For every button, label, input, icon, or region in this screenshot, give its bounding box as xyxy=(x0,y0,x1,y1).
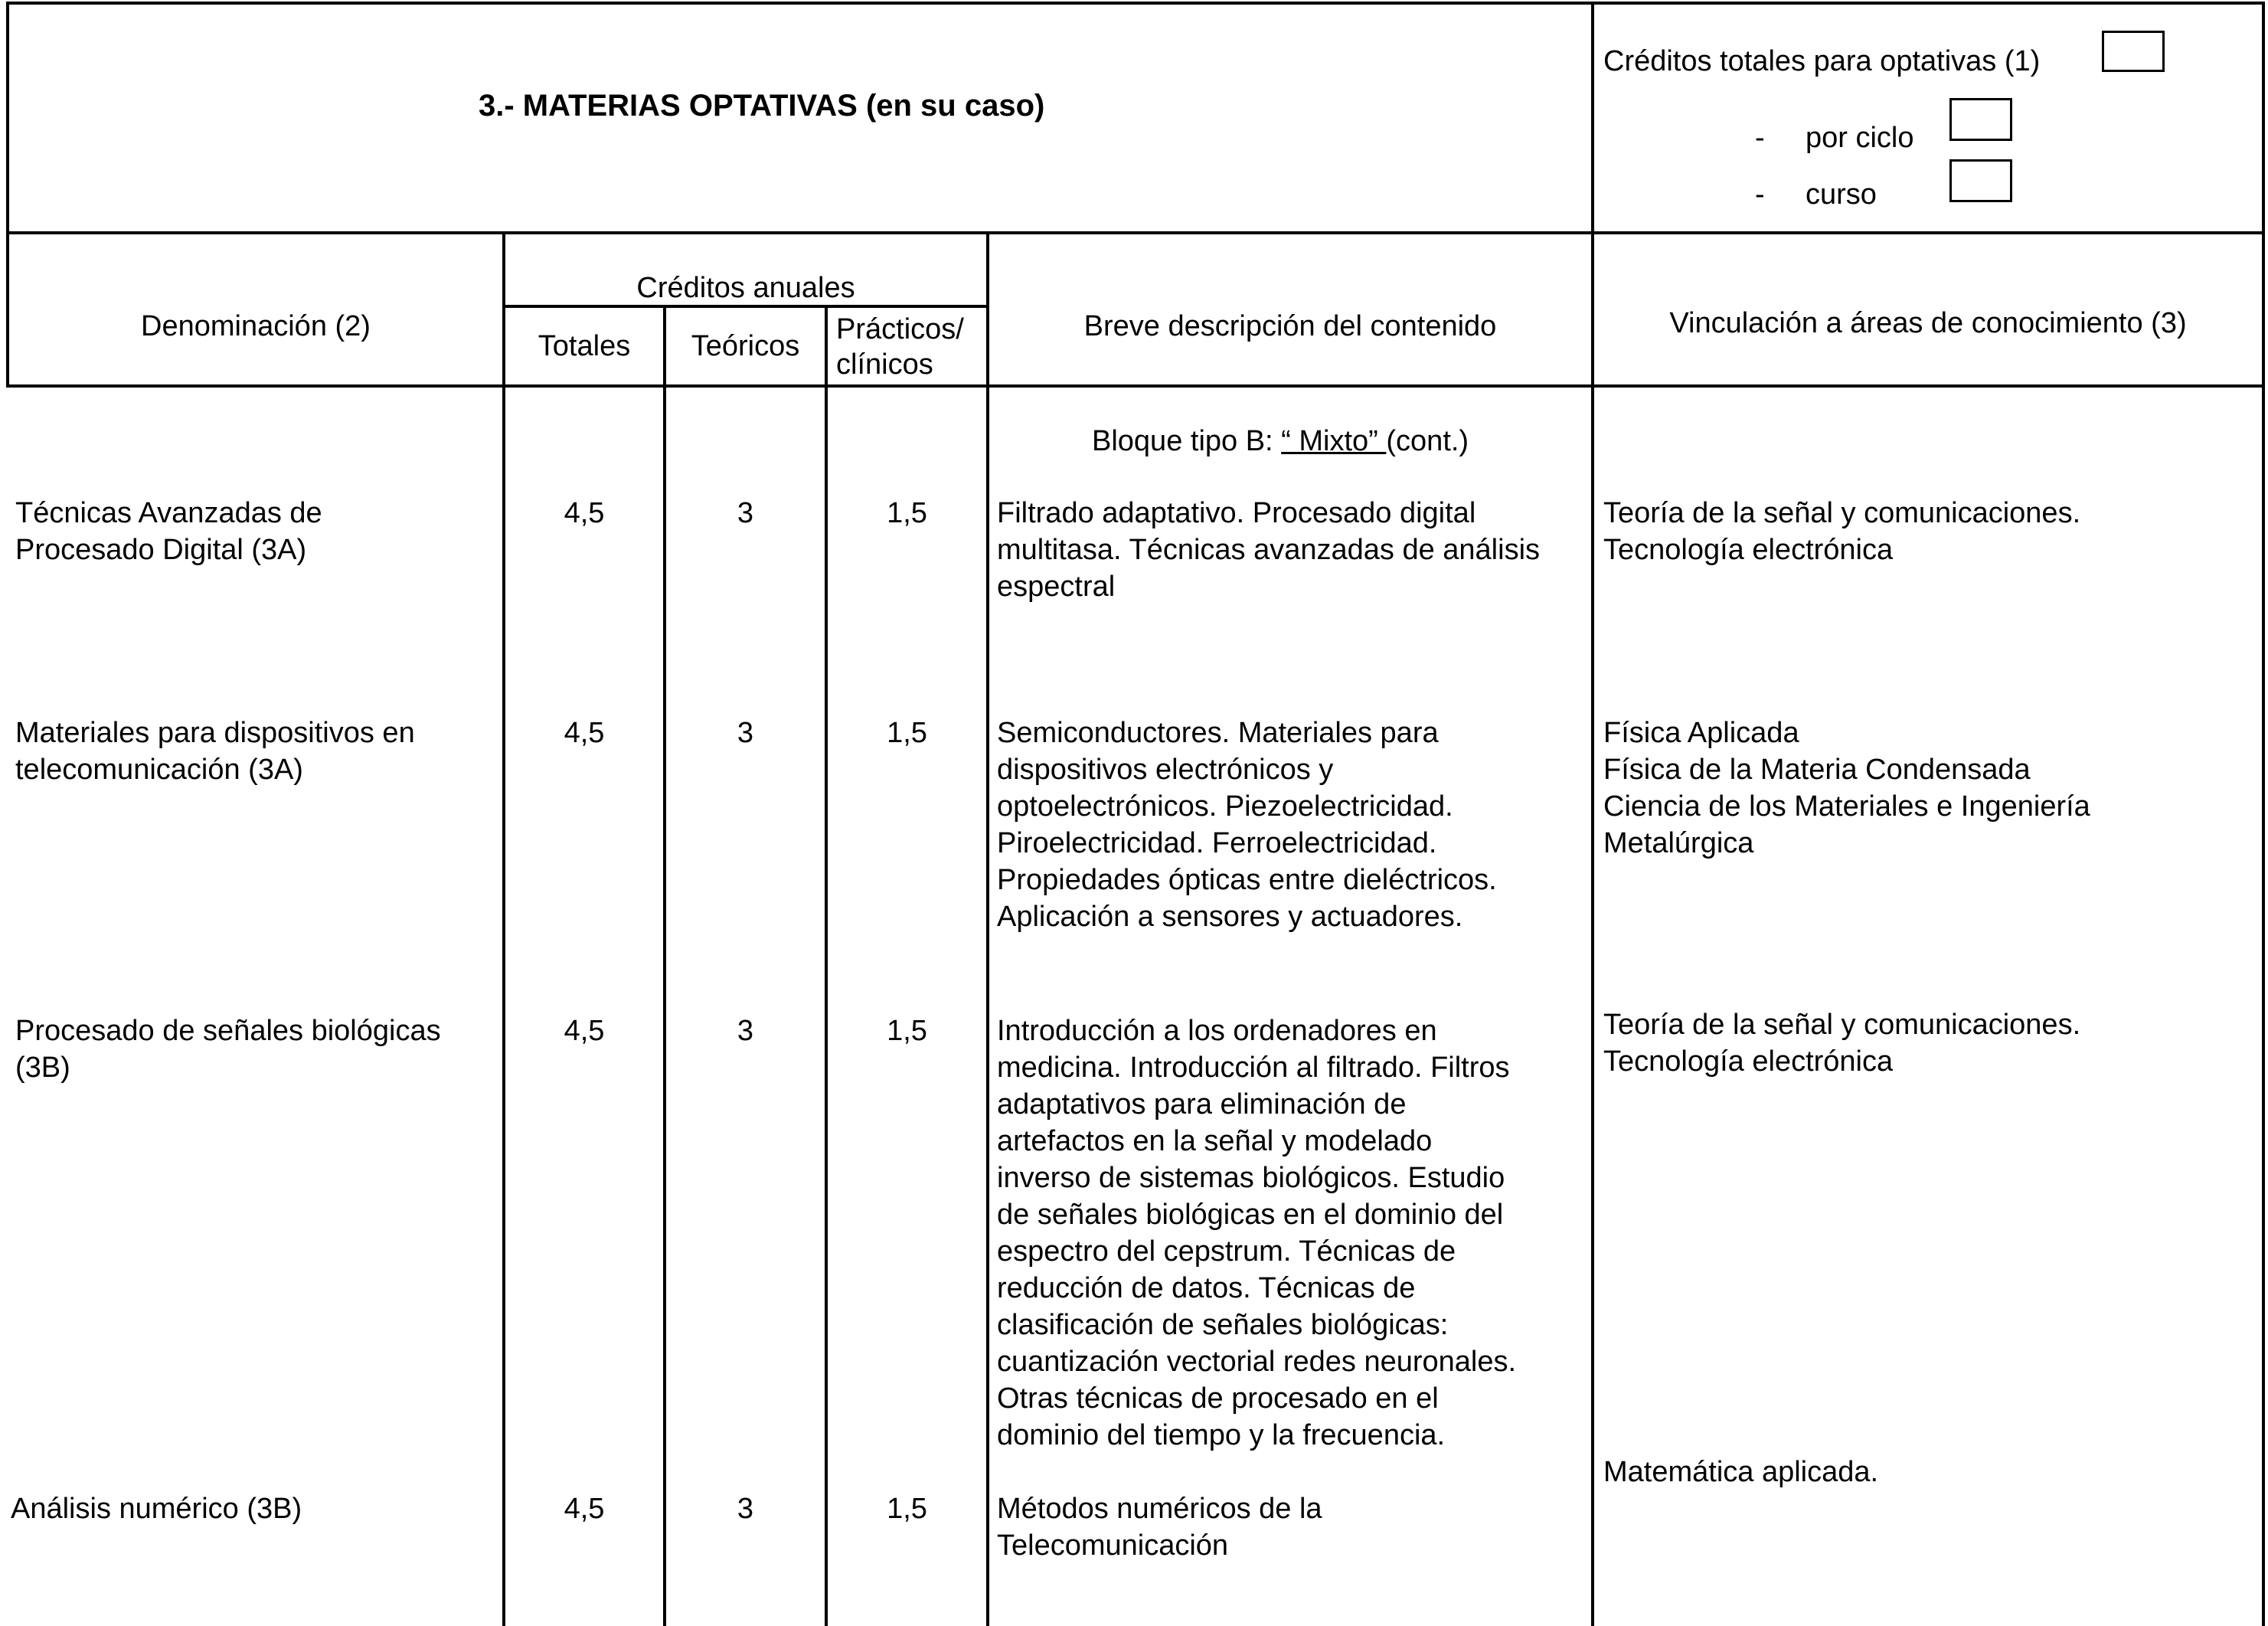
row4-vinculacion: Matemática aplicada. xyxy=(1603,1456,1879,1488)
por-ciclo-dash: - xyxy=(1755,122,1765,154)
col-divider-vinculacion xyxy=(1591,2,1594,1626)
row1-denominacion: Técnicas Avanzadas de Procesado Digital (3A) xyxy=(15,497,322,566)
right-border xyxy=(2262,2,2265,1626)
header-practicos-line1: Prácticos/ xyxy=(836,313,964,345)
curso-box[interactable] xyxy=(1949,159,2012,202)
row4-totales: 4,5 xyxy=(564,1493,605,1525)
row2-vinculacion: Física Aplicada Física de la Materia Condensada Ciencia de los Materiales e Ingeniería Metalúrgica xyxy=(1603,717,2090,859)
header-vinculacion: Vinculación a áreas de conocimiento (3) xyxy=(1669,307,2187,339)
header-descripcion: Breve descripción del contenido xyxy=(1083,310,1497,342)
header-totales: Totales xyxy=(538,330,631,362)
curso-dash: - xyxy=(1755,178,1765,211)
row4-practicos: 1,5 xyxy=(887,1493,927,1525)
por-ciclo-box[interactable] xyxy=(1949,98,2012,141)
creditos-totales-label: Créditos totales para optativas (1) xyxy=(1603,45,2041,77)
row3-vinculacion: Teoría de la señal y comunicaciones. Tecnología electrónica xyxy=(1603,1009,2081,1078)
col-divider-totales xyxy=(502,231,505,1626)
row2-practicos: 1,5 xyxy=(887,717,927,749)
row2-totales: 4,5 xyxy=(564,717,605,749)
por-ciclo-label: por ciclo xyxy=(1806,122,1914,154)
row4-teoricos: 3 xyxy=(737,1493,754,1525)
row3-descripcion: Introducción a los ordenadores en medicina. Introducción al filtrado. Filtros adaptativos para eliminación de artefactos en la señal y modelado inverso de sistemas biológicos. Estudio de señales biológicas en el dominio del espectro del cepstrum. Técnicas de reducción de datos. Técnicas de clasificación de señales biológicas: cuantización vectorial redes neuronales. Otras técnicas de procesado en el dominio del tiempo y la frecuencia. xyxy=(997,1015,1517,1451)
top-border xyxy=(6,2,2265,5)
header-denominacion: Denominación (2) xyxy=(141,310,371,342)
row1-practicos: 1,5 xyxy=(887,497,927,529)
column-header-bottom xyxy=(6,384,2265,388)
row2-descripcion: Semiconductores. Materiales para dispositivos electrónicos y optoelectrónicos. Piezoelectricidad. Piroelectricidad. Ferroelectricidad. Propiedades ópticas entre dieléctricos. Aplicación a sensores y actuadores. xyxy=(997,717,1497,933)
header-creditos-anuales: Créditos anuales xyxy=(636,272,855,304)
block-suffix: (cont.) xyxy=(1386,425,1469,457)
header-divider xyxy=(6,231,2265,234)
row1-descripcion: Filtrado adaptativo. Procesado digital multitasa. Técnicas avanzadas de análisis espectral xyxy=(997,497,1541,603)
row4-denominacion: Análisis numérico (3B) xyxy=(11,1493,302,1525)
block-prefix: Bloque tipo B: xyxy=(1092,425,1273,457)
row1-teoricos: 3 xyxy=(737,497,754,529)
row2-teoricos: 3 xyxy=(737,717,754,749)
row2-denominacion: Materiales para dispositivos en telecomunicación (3A) xyxy=(15,717,415,786)
col-divider-descripcion xyxy=(986,231,989,1626)
curso-label: curso xyxy=(1806,178,1877,211)
row3-totales: 4,5 xyxy=(564,1015,605,1047)
header-teoricos: Teóricos xyxy=(691,330,800,362)
creditos-totales-box[interactable] xyxy=(2102,31,2165,72)
row3-denominacion: Procesado de señales biológicas (3B) xyxy=(15,1015,441,1084)
row3-practicos: 1,5 xyxy=(887,1015,927,1047)
row4-descripcion: Métodos numéricos de la Telecomunicación xyxy=(997,1493,1322,1562)
row3-teoricos: 3 xyxy=(737,1015,754,1047)
section-title: 3.- MATERIAS OPTATIVAS (en su caso) xyxy=(479,89,1045,123)
row1-totales: 4,5 xyxy=(564,497,605,529)
block-name: “ Mixto” xyxy=(1281,425,1387,457)
block-label xyxy=(1092,423,1469,460)
row1-vinculacion: Teoría de la señal y comunicaciones. Tecnología electrónica xyxy=(1603,497,2081,566)
header-practicos-line2: clínicos xyxy=(836,348,933,381)
